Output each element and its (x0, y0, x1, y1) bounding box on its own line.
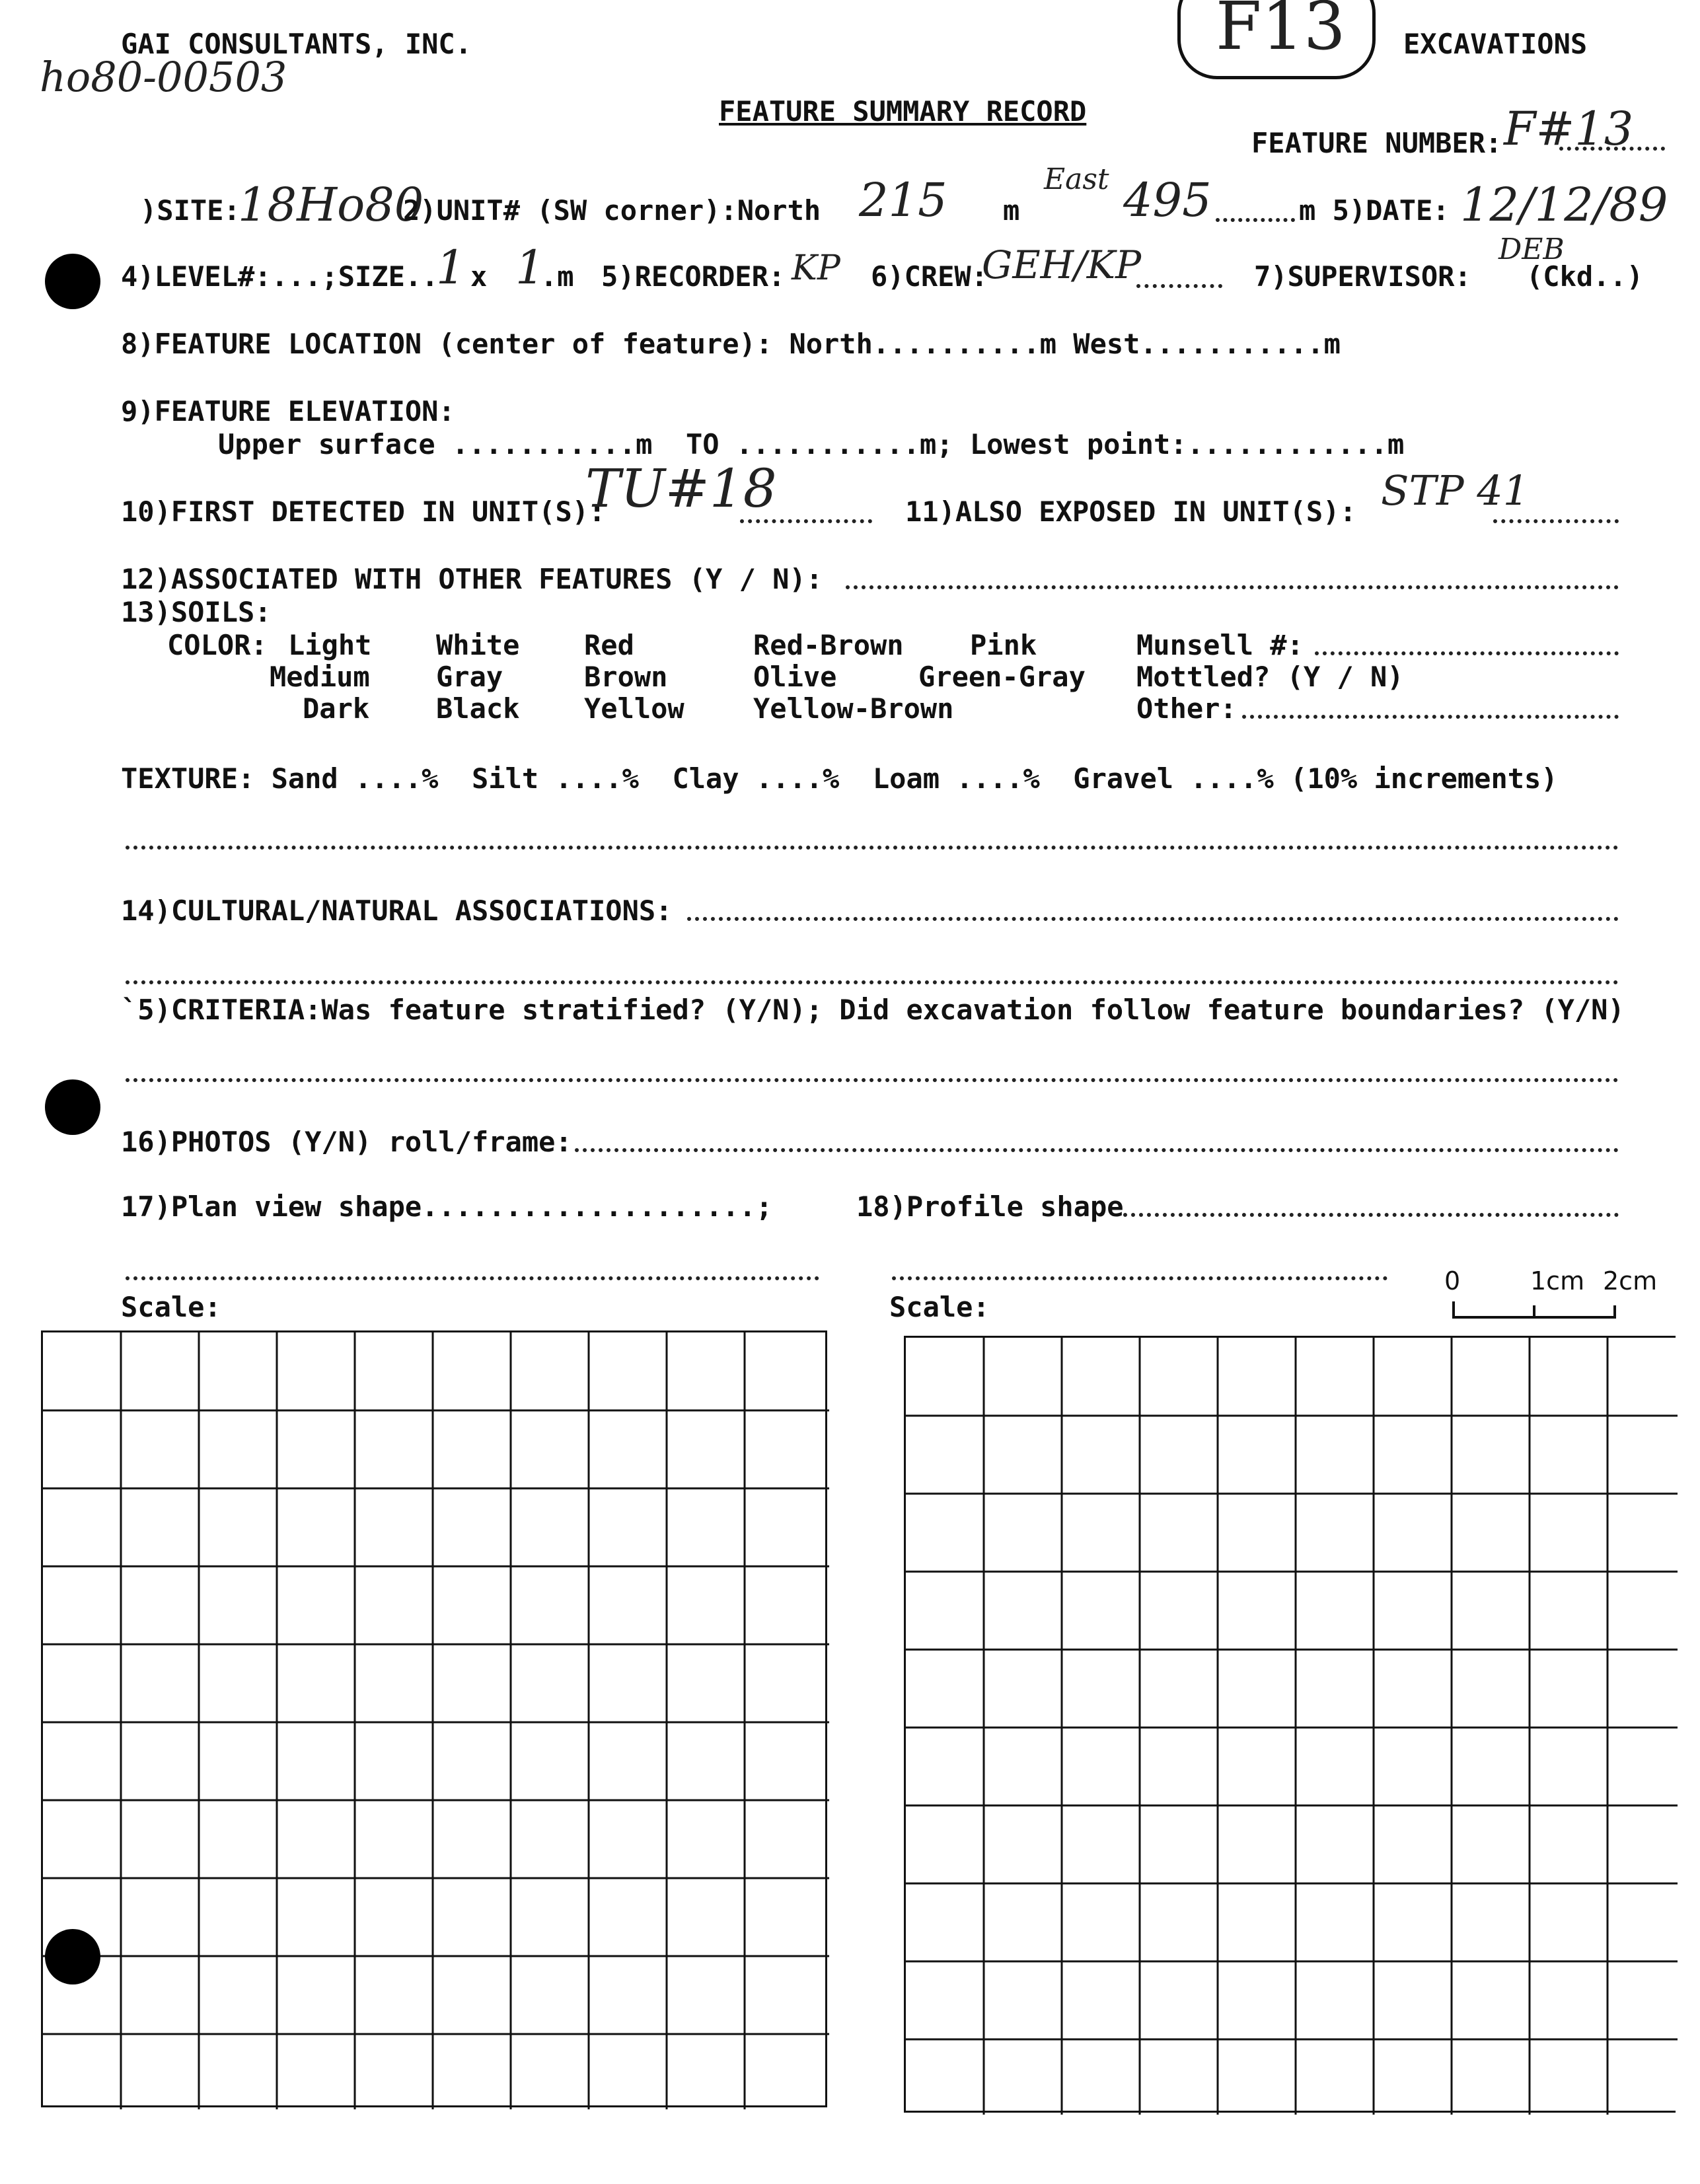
first-detected-label: 10)FIRST DETECTED IN UNIT(S): (121, 495, 606, 528)
color-red: Red (584, 629, 634, 661)
scale-bar-zero: 0 (1444, 1266, 1461, 1295)
site-value: 18Ho80 (238, 178, 424, 232)
color-label: COLOR: (167, 629, 268, 661)
form-title: FEATURE SUMMARY RECORD (719, 95, 1087, 127)
first-detected-value: TU#18 (585, 458, 777, 519)
checked-label: (Ckd..) (1526, 260, 1644, 293)
size-value-1: 1 (436, 240, 466, 295)
feature-elevation-label: 9)FEATURE ELEVATION: (121, 395, 455, 427)
east-value: 495 (1123, 173, 1212, 227)
color-black: Black (436, 692, 520, 725)
recorder-label: 5)RECORDER: (601, 260, 786, 293)
color-green-gray: Green-Gray (918, 661, 1086, 693)
color-red-brown: Red-Brown (753, 629, 904, 661)
munsell-label: Munsell #: (1136, 629, 1304, 661)
circled-code-text: F13 (1216, 0, 1346, 65)
photos-label: 16)PHOTOS (Y/N) roll/frame: (121, 1126, 572, 1158)
crew-label: 6)CREW: (871, 260, 988, 293)
scale-bar-two: 2cm (1603, 1266, 1658, 1295)
feature-number-label: FEATURE NUMBER: (1251, 127, 1502, 159)
size-m: .m (540, 260, 574, 293)
cultural-natural-line-1 (687, 917, 1619, 921)
profile-scale-label: Scale: (889, 1291, 990, 1323)
cultural-natural-line-2 (126, 980, 1619, 984)
plan-view-line-2 (126, 1276, 819, 1280)
color-gray: Gray (436, 661, 503, 693)
color-medium: Medium (270, 661, 370, 693)
punch-hole-bottom (45, 1929, 100, 1984)
also-exposed-label: 11)ALSO EXPOSED IN UNIT(S): (905, 495, 1356, 528)
size-value-2: 1 (515, 240, 545, 295)
first-detected-line (740, 519, 872, 523)
east-word: East (1044, 163, 1109, 196)
plan-view-label: 17)Plan view shape....................; (121, 1190, 773, 1223)
also-exposed-value: STP 41 (1381, 466, 1530, 515)
date-label: m 5)DATE: (1299, 194, 1450, 227)
profile-line-2 (892, 1276, 1387, 1280)
punch-hole-top (45, 254, 100, 309)
section-label: EXCAVATIONS (1403, 28, 1588, 60)
texture-row: TEXTURE: Sand ....% Silt ....% Clay ....% Loam ....% Gravel ....% (10% increments) (121, 762, 1558, 795)
color-light: Light (288, 629, 372, 661)
criteria-line (126, 1078, 1619, 1082)
crew-value: GEH/KP (982, 242, 1142, 287)
other-line (1242, 715, 1619, 719)
date-value: 12/12/89 (1460, 178, 1668, 232)
color-dark: Dark (303, 692, 370, 725)
associated-features-line (846, 585, 1619, 589)
color-pink: Pink (970, 629, 1037, 661)
north-value: 215 (859, 173, 947, 227)
document-id: ho80-00503 (40, 53, 287, 101)
color-white: White (436, 629, 520, 661)
recorder-value: KP (792, 248, 840, 288)
scale-bar-one: 1cm (1530, 1266, 1585, 1295)
color-olive: Olive (753, 661, 837, 693)
color-yellow-brown: Yellow-Brown (753, 692, 954, 725)
feature-number-line (1559, 147, 1665, 151)
size-x: x (470, 260, 488, 293)
criteria-label: `5)CRITERIA:Was feature stratified? (Y/N); Did excavation follow feature boundaries? (Y/N) (121, 994, 1625, 1026)
color-brown: Brown (584, 661, 668, 693)
scale-bar (1451, 1297, 1623, 1324)
profile-shape-label: 18)Profile shape (856, 1190, 1124, 1223)
supervisor-value: DEB (1498, 233, 1565, 266)
other-label: Other: (1136, 692, 1237, 725)
company-name: GAI CONSULTANTS, INC. (121, 28, 472, 60)
unit-label: 2)UNIT# (SW corner):North (403, 194, 821, 227)
punch-hole-middle (45, 1079, 100, 1135)
munsell-line (1315, 651, 1619, 655)
profile-grid-lines (906, 1338, 1678, 2115)
level-size-label: 4)LEVEL#:...;SIZE.. (121, 260, 439, 293)
profile-shape-line (1123, 1213, 1619, 1217)
texture-line (126, 846, 1619, 850)
associated-features-label: 12)ASSOCIATED WITH OTHER FEATURES (Y / N): (121, 563, 823, 595)
feature-number-value: F#13 (1504, 102, 1634, 156)
crew-line (1136, 284, 1222, 288)
east-line (1216, 218, 1295, 222)
also-exposed-line (1493, 519, 1619, 523)
site-label: )SITE: (140, 194, 240, 227)
feature-location: 8)FEATURE LOCATION (center of feature): North..........m West...........m (121, 328, 1341, 360)
profile-grid (904, 1336, 1676, 2113)
m-unit: m (1003, 194, 1020, 227)
feature-elevation-fields: Upper surface ...........m TO ...........m; Lowest point:............m (218, 428, 1405, 460)
supervisor-label: 7)SUPERVISOR: (1254, 260, 1471, 293)
plan-grid-lines (43, 1332, 829, 2109)
color-yellow: Yellow (584, 692, 684, 725)
mottled-label: Mottled? (Y / N) (1136, 661, 1404, 693)
photos-line (575, 1148, 1619, 1152)
soils-label: 13)SOILS: (121, 596, 272, 628)
plan-view-grid (41, 1330, 827, 2107)
cultural-natural-label: 14)CULTURAL/NATURAL ASSOCIATIONS: (121, 894, 673, 927)
plan-scale-label: Scale: (121, 1291, 221, 1323)
